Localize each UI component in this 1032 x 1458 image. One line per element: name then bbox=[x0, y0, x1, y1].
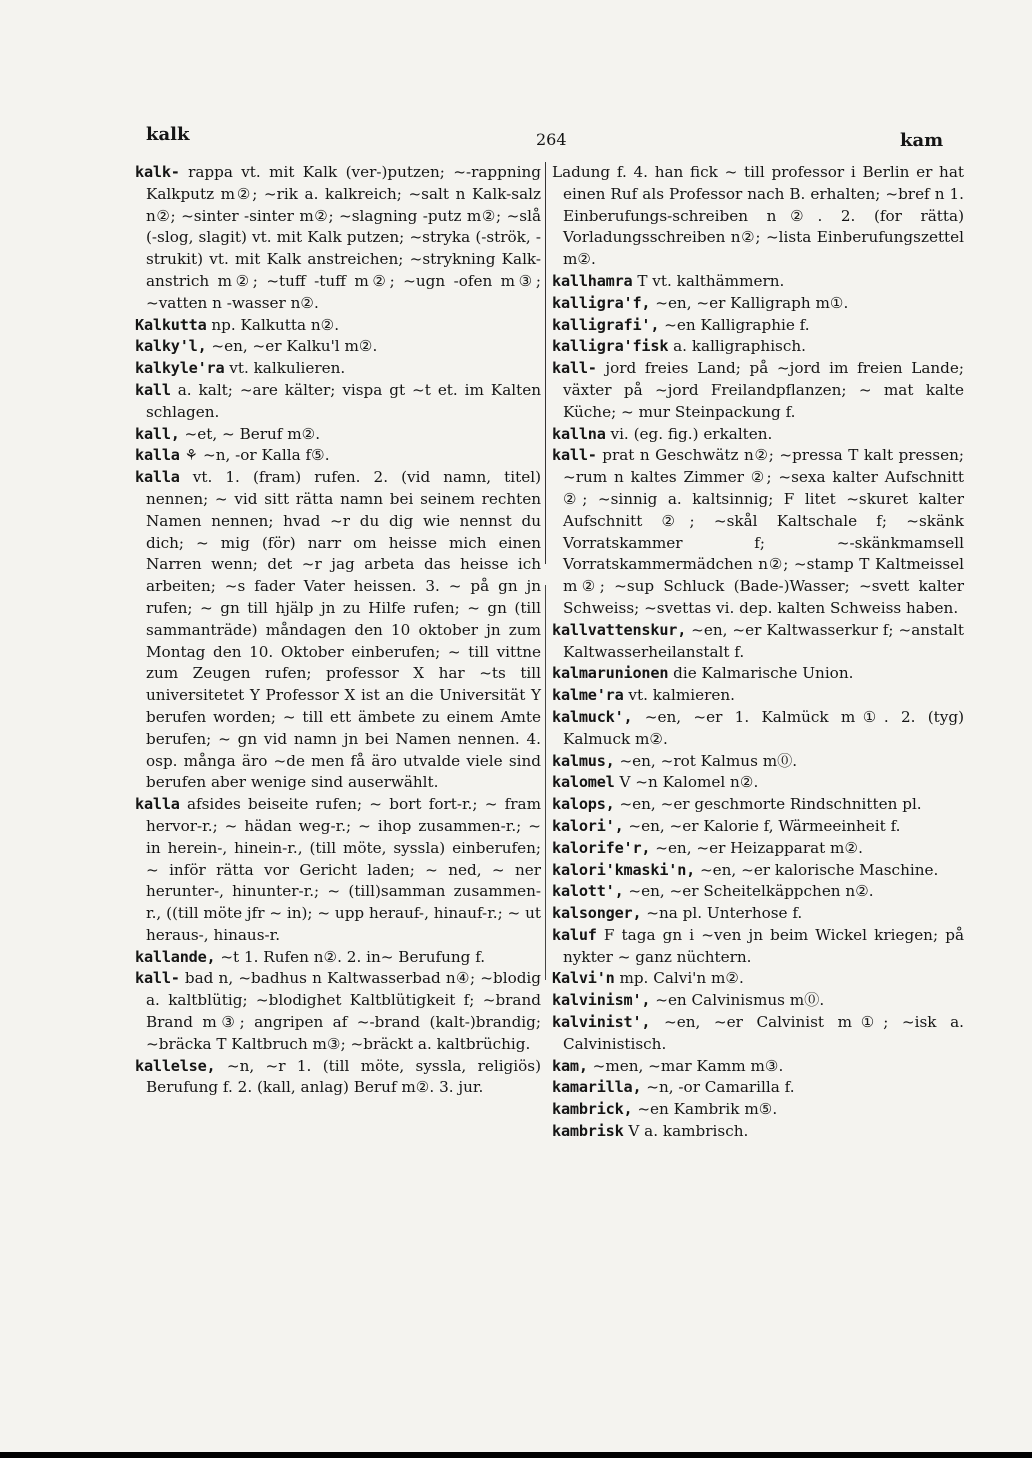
dictionary-entry bbox=[552, 816, 964, 838]
dictionary-entry bbox=[552, 1077, 964, 1099]
definition: rappa vt. mit Kalk (ver-)putzen; ~-rappning Kalkputz m②; ~rik a. kalkreich; ~salt n Kalk-salz n②; ~sinter -sinter m②; ~slagning -putz m②; ~slå (-slog, slagit) vt. mit Kalk putzen; ~stryka (-strök, -strukit) vt. mit Kalk anstreichen; ~strykning Kalk-anstrich m②; ~tuff -tuff m②; ~ugn -ofen m③; ~vatten n -wasser n②. bbox=[146, 163, 541, 312]
definition: vt. kalkulieren. bbox=[229, 359, 346, 378]
headword: kalsonger, bbox=[552, 904, 642, 923]
dictionary-entry bbox=[552, 663, 964, 685]
definition: np. Kalkutta n②. bbox=[211, 315, 340, 334]
definition: ~en, ~er Kalligraph m①. bbox=[655, 293, 849, 312]
headword: kalligra'f, bbox=[552, 293, 651, 312]
headword: kalky'l, bbox=[135, 337, 207, 356]
headword: kalmuck', bbox=[552, 707, 633, 726]
dictionary-entry bbox=[552, 271, 964, 293]
dictionary-entry bbox=[552, 445, 964, 619]
dictionary-entry bbox=[552, 925, 964, 969]
headword: kalla bbox=[135, 446, 180, 465]
definition: a. kalt; ~are kälter; vispa gt ~t et. im Kalten schlagen. bbox=[146, 380, 542, 421]
headword: kalori'kmaski'n, bbox=[552, 860, 696, 879]
definition: V a. kambrisch. bbox=[628, 1122, 749, 1141]
headword: kalla bbox=[135, 795, 180, 814]
headword: kaluf bbox=[552, 925, 597, 944]
dictionary-entry bbox=[552, 620, 964, 664]
definition: bad n, ~badhus n Kaltwasserbad n④; ~blodig a. kaltblütig; ~blodighet Kaltblütigkeit f; ~brand Brand m③; angripen af ~-brand (kalt-)brandig; ~bräcka T Kaltbruch m③; ~bräckt a. kaltbrüchig. bbox=[146, 969, 542, 1053]
dictionary-entry bbox=[552, 860, 964, 882]
headword: kallna bbox=[552, 424, 606, 443]
definition: ~en, ~er Kaltwasserkur f; ~anstalt Kaltwasserheilanstalt f. bbox=[563, 620, 964, 661]
definition: ~en, ~er Scheitelkäppchen n②. bbox=[628, 882, 874, 901]
headword: kallhamra bbox=[552, 271, 633, 290]
headword: kalligrafi', bbox=[552, 315, 660, 334]
dictionary-entry bbox=[135, 315, 541, 337]
scan-edge bbox=[0, 1452, 1032, 1458]
headword: kallande, bbox=[135, 947, 216, 966]
definition: ⚘ ~n, -or Kalla f⑤. bbox=[184, 446, 330, 465]
definition: Ladung f. 4. han fick ~ till professor i Berlin er hat einen Ruf als Professor nach B. erhalten; ~bref n 1. Einberufungs-schreiben n②. 2. (for rätta) Vorladungsschreiben n②; ~lista Einberufungszettel m②. bbox=[552, 163, 964, 269]
dictionary-entry bbox=[552, 315, 964, 337]
headword: kalk- bbox=[135, 163, 180, 181]
running-head-left: kalk bbox=[146, 124, 190, 145]
headword: kall, bbox=[135, 424, 180, 443]
dictionary-entry bbox=[135, 424, 541, 446]
dictionary-entry bbox=[552, 293, 964, 315]
dictionary-entry bbox=[552, 1099, 964, 1121]
dictionary-entry bbox=[552, 1121, 964, 1143]
headword: kamarilla, bbox=[552, 1078, 642, 1097]
definition: F taga gn i ~ven jn beim Wickel kriegen; på nykter ~ ganz nüchtern. bbox=[563, 925, 965, 966]
dictionary-entry bbox=[552, 881, 964, 903]
headword: kam, bbox=[552, 1056, 588, 1075]
dictionary-entry bbox=[552, 968, 964, 990]
definition: die Kalmarische Union. bbox=[673, 664, 854, 683]
headword: kalvinist', bbox=[552, 1013, 651, 1032]
dictionary-entry bbox=[552, 162, 964, 271]
definition: ~en, ~er Kalorie f, Wärmeeinheit f. bbox=[628, 816, 901, 835]
definition: ~n, -or Camarilla f. bbox=[646, 1078, 795, 1097]
definition: vi. (eg. fig.) erkalten. bbox=[610, 424, 773, 443]
definition: V ~n Kalomel n②. bbox=[619, 773, 759, 792]
dictionary-entry bbox=[135, 445, 541, 467]
headword: Kalkutta bbox=[135, 315, 207, 334]
headword: kalmus, bbox=[552, 751, 615, 770]
dictionary-entry bbox=[552, 358, 964, 423]
dictionary-entry bbox=[135, 968, 541, 1055]
dictionary-entry bbox=[552, 1056, 964, 1078]
headword: kall- bbox=[135, 969, 180, 988]
headword: Kalvi'n bbox=[552, 969, 615, 988]
dictionary-entry bbox=[552, 772, 964, 794]
dictionary-entry bbox=[552, 424, 964, 446]
column-divider bbox=[545, 162, 546, 564]
headword: kalvinism', bbox=[552, 991, 651, 1010]
headword: kall bbox=[135, 380, 171, 399]
definition: ~en, ~er Heizapparat m②. bbox=[655, 838, 863, 857]
definition: ~en, ~rot Kalmus m⓪. bbox=[619, 751, 798, 770]
dictionary-entry bbox=[135, 1056, 541, 1100]
dictionary-entry bbox=[552, 903, 964, 925]
headword: kalomel bbox=[552, 773, 615, 792]
definition: ~en Calvinismus m⓪. bbox=[655, 991, 825, 1010]
dictionary-entry bbox=[135, 358, 541, 380]
dictionary-entry bbox=[552, 1012, 964, 1056]
dictionary-entry bbox=[552, 707, 964, 751]
headword: kalops, bbox=[552, 795, 615, 814]
definition: ~en Kalligraphie f. bbox=[664, 315, 810, 334]
running-head-right: kam bbox=[900, 130, 944, 151]
headword: kambrick, bbox=[552, 1100, 633, 1119]
dictionary-entry bbox=[552, 336, 964, 358]
headword: kalori', bbox=[552, 816, 624, 835]
definition: jord freies Land; på ~jord im freien Lande; växter på ~jord Freilandpflanzen; ~ mat kalte Küche; ~ mur Steinpackung f. bbox=[563, 359, 964, 421]
definition: ~na pl. Unterhose f. bbox=[646, 904, 803, 923]
dictionary-entry bbox=[135, 336, 541, 358]
definition: ~t 1. Rufen n②. 2. in~ Berufung f. bbox=[220, 947, 486, 966]
headword: kalligra'fisk bbox=[552, 337, 669, 356]
definition: a. kalligraphisch. bbox=[673, 337, 806, 356]
definition: vt. 1. (fram) rufen. 2. (vid namn, titel) nennen; ~ vid sitt rätta namn bei seinem rechten Namen nennen; hvad ~r du dig wie nennst du dich; ~ mig (för) narr om heisse mich einen Narren wenn; det ~r jag arbeta das heisse ich arbeiten; ~s fader Vater heissen. 3. ~ på gn jn rufen; ~ gn till hjälp jn zu Hilfe rufen; ~ gn (till sammanträde) måndagen den 10 oktober jn zum Montag den 10. Oktober einberufen; ~ till vittne zum Zeugen rufen; professor X har ~ts till universitetet Y Professor X ist an die Universität Y berufen worden; ~ till ett ämbete zu einem Amte berufen; ~ gn vid namn jn bei Namen nennen. 4. osp. många äro ~de men få äro utvalde viele sind berufen aber wenige sind auserwählt. bbox=[146, 468, 542, 792]
definition: ~n, ~r 1. (till möte, syssla, religiös) Berufung f. 2. (kall, anlag) Beruf m②. 3. jur. bbox=[146, 1056, 541, 1097]
headword: kalla bbox=[135, 468, 180, 487]
definition: ~et, ~ Beruf m②. bbox=[184, 424, 321, 443]
definition: ~en, ~er Calvinist m①; ~isk a. Calvinistisch. bbox=[563, 1013, 964, 1053]
headword: kalkyle'ra bbox=[135, 359, 225, 378]
headword: kalme'ra bbox=[552, 686, 624, 705]
headword: kall- bbox=[552, 359, 597, 378]
definition: mp. Calvi'n m②. bbox=[619, 969, 744, 988]
left-column bbox=[135, 162, 541, 1099]
page-number: 264 bbox=[536, 130, 567, 149]
dictionary-entry bbox=[135, 380, 541, 424]
definition: ~en, ~er Kalku'l m②. bbox=[211, 337, 378, 356]
headword: kallvattenskur, bbox=[552, 620, 687, 639]
definition: ~men, ~mar Kamm m③. bbox=[592, 1056, 784, 1075]
headword: kallelse, bbox=[135, 1056, 216, 1075]
dictionary-entry bbox=[552, 751, 964, 773]
dictionary-entry bbox=[135, 794, 541, 947]
headword: kalorife'r, bbox=[552, 838, 651, 857]
headword: kalmarunionen bbox=[552, 664, 669, 683]
definition: ~en, ~er kalorische Maschine. bbox=[699, 860, 939, 879]
column-divider bbox=[545, 585, 546, 980]
dictionary-entry bbox=[552, 794, 964, 816]
definition: vt. kalmieren. bbox=[628, 686, 735, 705]
definition: ~en, ~er 1. Kalmück m①. 2. (tyg) Kalmuck m②. bbox=[563, 707, 964, 748]
dictionary-entry bbox=[135, 162, 541, 315]
definition: ~en, ~er geschmorte Rindschnitten pl. bbox=[619, 795, 922, 814]
definition: T vt. kalthämmern. bbox=[637, 271, 785, 290]
headword: kambrisk bbox=[552, 1122, 624, 1141]
dictionary-entry bbox=[552, 990, 964, 1012]
right-column bbox=[552, 162, 964, 1143]
definition: prat n Geschwätz n②; ~pressa T kalt pressen; ~rum n kaltes Zimmer ②; ~sexa kalter Aufschnitt ②; ~sinnig a. kaltsinnig; F litet ~skuret kalter Aufschnitt ②; ~skål Kaltschale f; ~skänk Vorratskammer f; ~-skänkmamsell Vorratskammermädchen n②; ~stamp T Kaltmeissel m②; ~sup Schluck (Bade-)Wasser; ~svett kalter Schweiss; ~svettas vi. dep. kalten Schweiss haben. bbox=[563, 446, 964, 617]
dictionary-entry bbox=[552, 838, 964, 860]
headword: kalott', bbox=[552, 882, 624, 901]
definition: ~en Kambrik m⑤. bbox=[637, 1100, 778, 1119]
dictionary-entry bbox=[135, 467, 541, 794]
definition: afsides beiseite rufen; ~ bort fort-r.; ~ fram hervor-r.; ~ hädan weg-r.; ~ ihop zusammen-r.; ~ in herein-, hinein-r., (till möte, syssla) einberufen; ~ inför rätta vor Gericht laden; ~ ned, ~ ner herunter-, hinunter-r.; ~ (till)samman zusammen-r., ((till möte jfr ~ in); ~ upp herauf-, hinauf-r.; ~ ut heraus-, hinaus-r. bbox=[146, 795, 541, 944]
dictionary-entry bbox=[135, 947, 541, 969]
dictionary-entry bbox=[552, 685, 964, 707]
headword: kall- bbox=[552, 446, 597, 465]
